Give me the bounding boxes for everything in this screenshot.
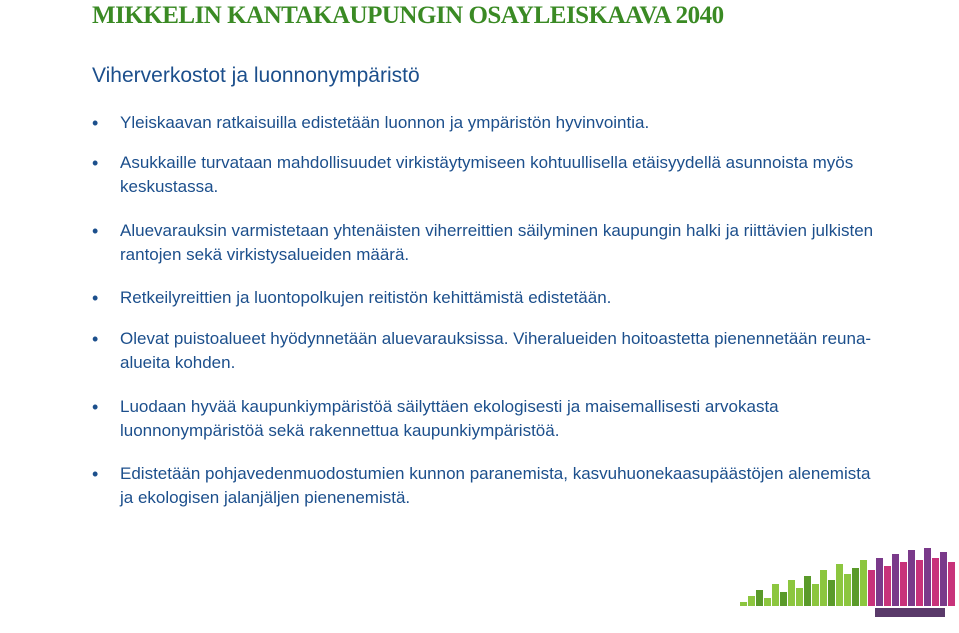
skyline-block	[908, 550, 915, 606]
skyline-block	[924, 548, 931, 606]
skyline-block	[812, 584, 819, 606]
page-title: MIKKELIN KANTAKAUPUNGIN OSAYLEISKAAVA 2040	[92, 2, 724, 29]
list-item	[92, 395, 882, 443]
skyline-block	[892, 554, 899, 606]
list-item-text: Olevat puistoalueet hyödynnetään aluevarauksissa. Viheralueiden hoitoastetta pienennetään reuna-alueita kohden.	[120, 329, 872, 372]
bullet-icon: •	[92, 329, 99, 349]
list-item-text: Luodaan hyvää kaupunkiympäristöä säilyttäen ekologisesti ja maisemallisesti arvokasta luonnonympäristöä sekä rakennettua kaupunkiympäristöä.	[120, 397, 779, 440]
skyline-block	[780, 592, 787, 606]
list-item	[92, 462, 882, 510]
skyline-block	[860, 560, 867, 606]
skyline-block	[876, 558, 883, 606]
list-item-text: Asukkaille turvataan mahdollisuudet virkistäytymiseen kohtuullisella etäisyydellä asunnoista myös keskustassa.	[120, 153, 854, 196]
skyline-block	[948, 562, 955, 606]
bullet-icon: •	[92, 221, 99, 241]
section-subtitle: Viherverkostot ja luonnonympäristö	[92, 64, 420, 87]
city-skyline-graphic	[740, 540, 959, 633]
list-item-text: Retkeilyreittien ja luontopolkujen reitistön kehittämistä edistetään.	[120, 288, 612, 307]
skyline-block	[836, 564, 843, 606]
skyline-block	[796, 588, 803, 606]
bullet-icon: •	[92, 397, 99, 417]
list-item-text: Edistetään pohjavedenmuodostumien kunnon paranemista, kasvuhuonekaasupäästöjen alenemista ja ekologisen jalanjäljen pienenemistä.	[120, 464, 871, 507]
bullet-icon: •	[92, 464, 99, 484]
list-item-text: Yleiskaavan ratkaisuilla edistetään luonnon ja ympäristön hyvinvointia.	[120, 113, 650, 132]
skyline-block	[788, 580, 795, 606]
bullet-icon: •	[92, 113, 99, 133]
skyline-block	[772, 584, 779, 606]
skyline-block	[940, 552, 947, 606]
list-item-text: Aluevarauksin varmistetaan yhtenäisten viherreittien säilyminen kaupungin halki ja riittävien julkisten rantojen sekä virkistysalueiden määrä.	[120, 221, 874, 264]
skyline-block	[852, 568, 859, 606]
skyline-block	[828, 580, 835, 606]
list-item	[92, 151, 882, 199]
skyline-block	[868, 570, 875, 606]
footer-logo-bar	[875, 608, 945, 617]
skyline-block	[748, 596, 755, 606]
skyline-block	[804, 576, 811, 606]
skyline-block	[884, 566, 891, 606]
bullet-icon: •	[92, 288, 99, 308]
skyline-block	[844, 574, 851, 606]
skyline-block	[916, 560, 923, 606]
skyline-blocks	[740, 548, 955, 606]
skyline-block	[820, 570, 827, 606]
skyline-block	[756, 590, 763, 606]
skyline-block	[900, 562, 907, 606]
list-item	[92, 286, 882, 310]
bullet-icon: •	[92, 153, 99, 173]
skyline-block	[932, 558, 939, 606]
list-item	[92, 219, 882, 267]
skyline-block	[764, 598, 771, 606]
list-item	[92, 327, 882, 375]
skyline-block	[740, 602, 747, 606]
list-item	[92, 111, 882, 135]
